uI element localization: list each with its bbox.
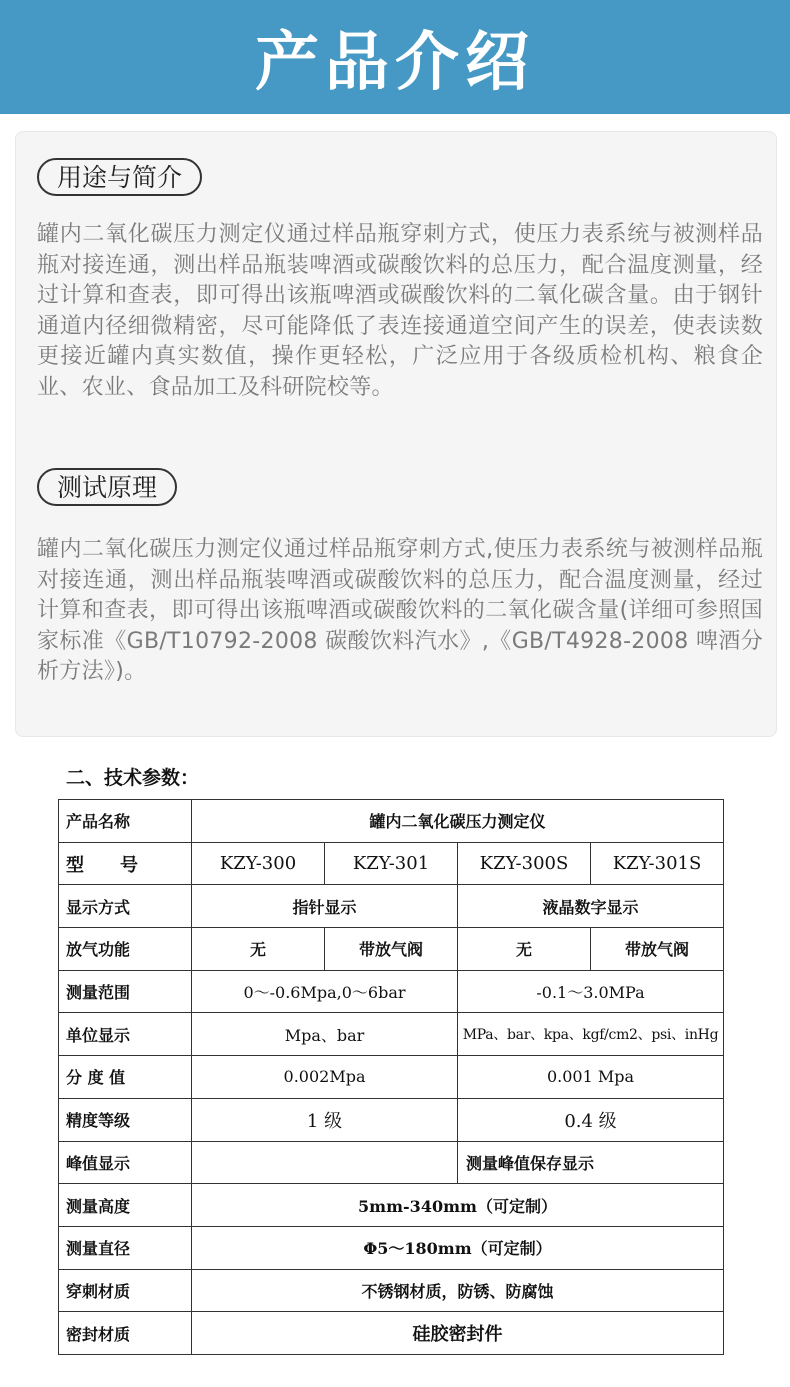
product-name-value: 罐内二氧化碳压力测定仪 bbox=[192, 800, 724, 843]
model-value: KZY-300 bbox=[192, 842, 325, 885]
table-row bbox=[59, 1269, 724, 1312]
needle-value: 不锈钢材质，防锈、防腐蚀 bbox=[192, 1269, 724, 1312]
row-label-height: 测量高度 bbox=[59, 1184, 192, 1227]
model-value: KZY-301S bbox=[591, 842, 724, 885]
row-label-vent: 放气功能 bbox=[59, 928, 192, 971]
table-row bbox=[59, 1056, 724, 1099]
accuracy-value: 1 级 bbox=[192, 1098, 458, 1141]
table-row bbox=[59, 1013, 724, 1056]
peak-value: 测量峰值保存显示 bbox=[458, 1141, 724, 1184]
row-label-product-name: 产品名称 bbox=[59, 800, 192, 843]
row-label-seal: 密封材质 bbox=[59, 1312, 192, 1355]
section-heading-principle: 测试原理 bbox=[37, 468, 177, 506]
principle-paragraph: 罐内二氧化碳压力测定仪通过样品瓶穿刺方式,使压力表系统与被测样品瓶对接连通，测出样品瓶装啤酒或碳酸饮料的总压力，配合温度测量，经过计算和查表，即可得出该瓶啤酒或碳酸饮料的二氧化碳含量(详细可参照国家标准《GB/T10792-2008 碳酸饮料汽水》,《GB/T4928-2008 啤酒分析方法》)。 bbox=[37, 537, 763, 684]
row-label-needle: 穿刺材质 bbox=[59, 1269, 192, 1312]
usage-paragraph: 罐内二氧化碳压力测定仪通过样品瓶穿刺方式，使压力表系统与被测样品瓶对接连通，测出样品瓶装啤酒或碳酸饮料的总压力，配合温度测量，经过计算和查表，即可得出该瓶啤酒或碳酸饮料的二氧化碳含量。由于钢针通道内径细微精密，尽可能降低了表连接通道空间产生的误差，使表读数更接近罐内真实数值，操作更轻松，广泛应用于各级质检机构、粮食企业、农业、食品加工及科研院校等。 bbox=[37, 222, 763, 400]
row-label-model: 型 号 bbox=[59, 842, 192, 885]
table-row bbox=[59, 1312, 724, 1355]
intro-panel bbox=[15, 131, 777, 737]
range-value: -0.1～3.0MPa bbox=[458, 970, 724, 1013]
model-value: KZY-300S bbox=[458, 842, 591, 885]
table-row bbox=[59, 1226, 724, 1269]
spec-title: 二、技术参数： bbox=[66, 767, 200, 789]
diameter-value: Φ5～180mm（可定制） bbox=[192, 1226, 724, 1269]
display-mode-value: 指针显示 bbox=[192, 885, 458, 928]
vent-value: 带放气阀 bbox=[591, 928, 724, 971]
table-row bbox=[59, 928, 724, 971]
row-label-diameter: 测量直径 bbox=[59, 1226, 192, 1269]
vent-value: 无 bbox=[192, 928, 325, 971]
resolution-value: 0.001 Mpa bbox=[458, 1056, 724, 1099]
peak-value bbox=[192, 1141, 458, 1184]
row-label-range: 测量范围 bbox=[59, 970, 192, 1013]
table-row bbox=[59, 970, 724, 1013]
header-banner bbox=[0, 0, 790, 114]
unit-value: MPa、bar、kpa、kgf/cm2、psi、inHg bbox=[458, 1013, 724, 1056]
range-value: 0～-0.6Mpa,0～6bar bbox=[192, 970, 458, 1013]
row-label-peak: 峰值显示 bbox=[59, 1141, 192, 1184]
row-label-accuracy: 精度等级 bbox=[59, 1098, 192, 1141]
table-row bbox=[59, 885, 724, 928]
table-row bbox=[59, 1184, 724, 1227]
section-heading-usage: 用途与简介 bbox=[37, 158, 202, 196]
seal-value: 硅胶密封件 bbox=[192, 1312, 724, 1355]
unit-value: Mpa、bar bbox=[192, 1013, 458, 1056]
row-label-display-mode: 显示方式 bbox=[59, 885, 192, 928]
table-row bbox=[59, 1141, 724, 1184]
height-value: 5mm-340mm（可定制） bbox=[192, 1184, 724, 1227]
accuracy-value: 0.4 级 bbox=[458, 1098, 724, 1141]
vent-value: 无 bbox=[458, 928, 591, 971]
vent-value: 带放气阀 bbox=[325, 928, 458, 971]
display-mode-value: 液晶数字显示 bbox=[458, 885, 724, 928]
row-label-unit: 单位显示 bbox=[59, 1013, 192, 1056]
table-row bbox=[59, 800, 724, 843]
spec-table bbox=[58, 799, 724, 1355]
table-row bbox=[59, 1098, 724, 1141]
table-row bbox=[59, 842, 724, 885]
row-label-resolution: 分 度 值 bbox=[59, 1056, 192, 1099]
model-value: KZY-301 bbox=[325, 842, 458, 885]
page-title: 产品介绍 bbox=[255, 26, 535, 100]
resolution-value: 0.002Mpa bbox=[192, 1056, 458, 1099]
